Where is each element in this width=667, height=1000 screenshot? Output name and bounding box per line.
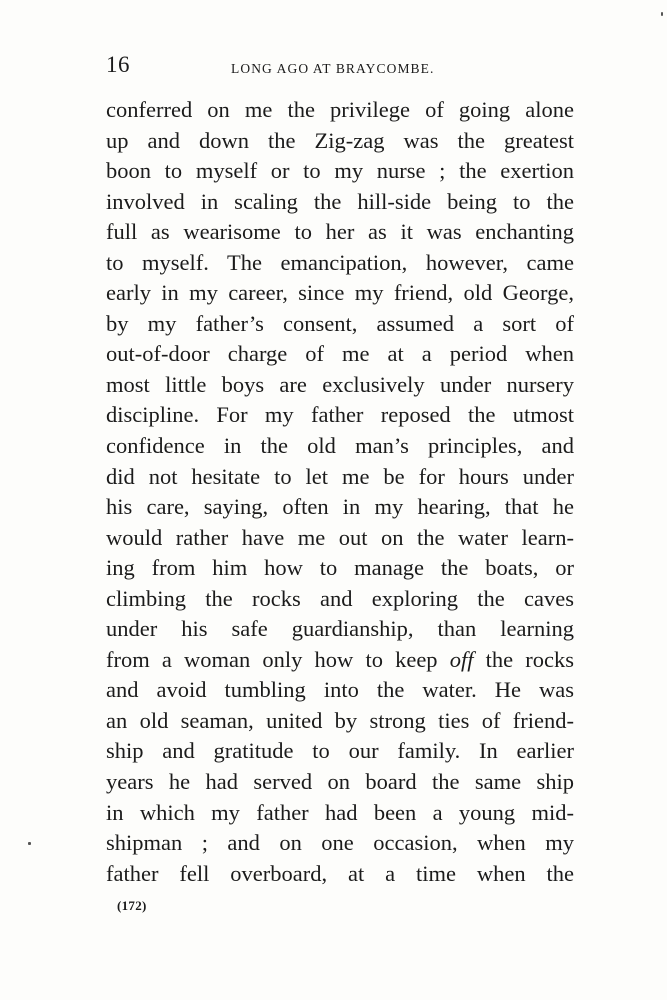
running-head [106, 52, 576, 82]
print-speck [28, 842, 31, 845]
body-text [106, 95, 574, 889]
text-line: shipman ; and on one occasion, when my [106, 830, 574, 856]
print-speck [661, 12, 663, 16]
text-line: his care, saying, often in my hearing, that he [106, 494, 574, 520]
text-line: years he had served on board the same ship [106, 769, 574, 795]
text-line: father fell overboard, at a time when the [106, 860, 574, 886]
text-line: an old seaman, united by strong ties of friend- [106, 707, 574, 733]
text-line: under his safe guardianship, than learning [106, 616, 574, 642]
text-line: from a woman only how to keep off the rocks [106, 646, 574, 672]
text-line: boon to myself or to my nurse ; the exertion [106, 158, 574, 184]
text-line: involved in scaling the hill-side being to the [106, 188, 574, 214]
page-number: 16 [106, 52, 130, 77]
text-line: early in my career, since my friend, old George, [106, 280, 574, 306]
signature-mark: (172) [117, 898, 147, 913]
text-line: conferred on me the privilege of going alone [106, 97, 574, 122]
text-line: ship and gratitude to our family. In earlier [106, 738, 574, 764]
text-line: confidence in the old man’s principles, and [106, 433, 574, 459]
text-line: full as wearisome to her as it was enchanting [106, 219, 574, 245]
text-line: climbing the rocks and exploring the caves [106, 585, 574, 611]
text-line: in which my father had been a young mid- [106, 799, 574, 825]
text-line: did not hesitate to let me be for hours under [106, 463, 574, 489]
text-line: discipline. For my father reposed the utmost [106, 402, 574, 428]
text-line: most little boys are exclusively under nursery [106, 371, 574, 397]
text-line: would rather have me out on the water learn- [106, 524, 574, 550]
text-line: out-of-door charge of me at a period when [106, 341, 574, 367]
text-line: to myself. The emancipation, however, came [106, 249, 574, 275]
text-line: by my father’s consent, assumed a sort of [106, 310, 574, 336]
text-line: up and down the Zig-zag was the greatest [106, 127, 574, 153]
running-title: LONG AGO AT BRAYCOMBE. [231, 61, 435, 76]
text-line: ing from him how to manage the boats, or [106, 555, 574, 581]
text-line: and avoid tumbling into the water. He was [106, 677, 574, 703]
italic-emphasis: off [449, 646, 474, 672]
